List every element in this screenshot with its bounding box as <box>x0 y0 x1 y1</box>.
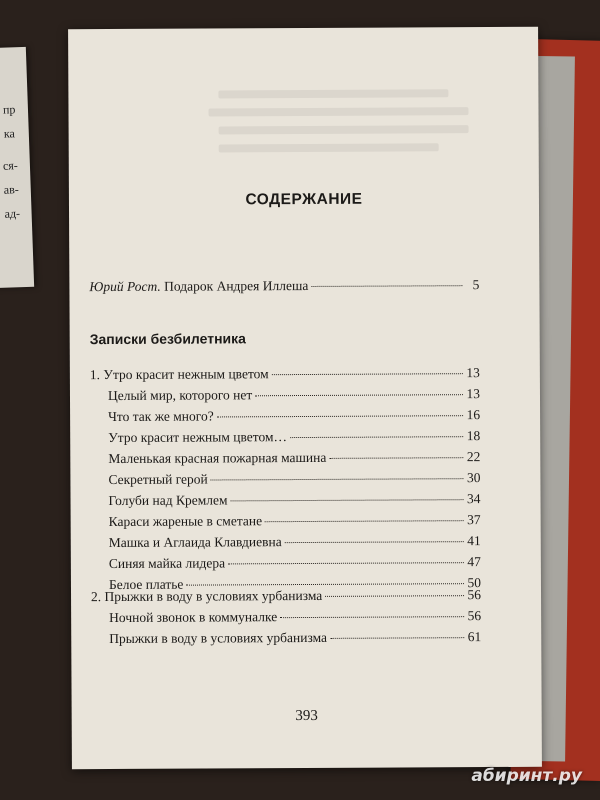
toc-chapter <box>90 365 480 385</box>
leader-dots <box>290 436 463 438</box>
toc-entry-title: Машка и Аглаида Клавдиевна <box>108 534 282 551</box>
toc-entry-title: Синяя майка лидера <box>108 555 226 572</box>
leader-dots <box>330 637 464 639</box>
left-page-fragment: ка <box>3 126 16 141</box>
toc-chapter <box>91 587 481 607</box>
toc-item <box>108 449 480 469</box>
left-page-fragment: пр <box>2 102 16 117</box>
leader-dots <box>280 616 464 618</box>
show-through <box>219 125 469 134</box>
leader-dots <box>255 394 463 396</box>
section-heading: Записки безбилетника <box>89 330 246 348</box>
toc-item <box>109 608 481 628</box>
toc-page-number: 30 <box>466 470 481 486</box>
intro-title: Подарок Андрея Иллеша <box>164 277 309 294</box>
toc-entry-title: Что так же много? <box>108 408 214 425</box>
toc-page-number: 34 <box>466 491 481 507</box>
leader-dots <box>285 541 464 543</box>
toc-item <box>109 629 481 649</box>
toc-entry-title: Секретный герой <box>108 471 208 488</box>
leader-dots <box>231 499 464 501</box>
toc-entry-title: Голуби над Кремлем <box>108 492 228 509</box>
toc-item <box>108 491 480 511</box>
toc-page-number: 16 <box>466 407 481 423</box>
toc-page-number: 13 <box>466 365 480 381</box>
toc-entry-title <box>89 278 308 295</box>
toc-entry-title: Прыжки в воду в условиях урбанизма <box>109 629 328 647</box>
toc-page-number: 13 <box>466 386 481 402</box>
intro-author: Юрий Рост. <box>89 278 161 295</box>
toc-page-number: 5 <box>472 277 480 293</box>
toc-page-number: 47 <box>467 554 481 570</box>
left-page-fragment: ав- <box>3 182 19 197</box>
show-through <box>219 143 439 152</box>
leader-dots <box>325 595 464 597</box>
leader-dots <box>272 373 463 375</box>
leader-dots <box>329 457 463 459</box>
left-page-fragment: ся- <box>2 158 19 173</box>
leader-dots <box>228 562 464 564</box>
leader-dots <box>211 478 464 480</box>
page-title: СОДЕРЖАНИЕ <box>245 190 363 209</box>
toc-entry-title: 1. Утро красит нежным цветом <box>89 366 269 383</box>
left-page-fragment: ад- <box>4 206 21 221</box>
leader-dots <box>311 285 462 287</box>
book-page <box>68 27 542 769</box>
toc-item <box>109 554 481 574</box>
toc-page-number: 22 <box>466 449 481 465</box>
toc-item <box>109 512 481 532</box>
leader-dots <box>217 415 463 417</box>
toc-entry-intro <box>89 277 479 297</box>
toc-item <box>108 407 480 427</box>
toc-item <box>108 428 480 448</box>
toc-entry-title: Маленькая красная пожарная машина <box>108 449 327 467</box>
leader-dots <box>186 583 464 585</box>
toc-page-number: 50 <box>467 575 482 591</box>
toc-entry-title: Утро красит нежным цветом… <box>108 429 288 446</box>
toc-entry-title: Караси жареные в сметане <box>108 513 263 530</box>
toc-page-number: 56 <box>467 587 482 603</box>
toc-page-number: 56 <box>467 608 482 624</box>
toc-entry-title: Целый мир, которого нет <box>107 387 253 404</box>
toc-page-number: 18 <box>466 428 481 444</box>
show-through <box>218 89 448 98</box>
show-through <box>208 107 468 116</box>
toc-entry-title: Белое платье <box>108 576 184 593</box>
page-number: 393 <box>295 707 318 725</box>
toc-entry-title: Ночной звонок в коммуналке <box>109 609 278 626</box>
toc-entry-title: 2. Прыжки в воду в условиях урбанизма <box>90 587 323 605</box>
site-watermark: абиринт.ру <box>471 766 582 786</box>
toc-item <box>108 470 480 490</box>
toc-item <box>109 533 481 553</box>
toc-page-number: 37 <box>467 512 481 528</box>
left-page <box>0 47 34 289</box>
toc-page-number: 61 <box>467 629 482 645</box>
leader-dots <box>265 520 464 522</box>
toc-page-number: 41 <box>467 533 481 549</box>
toc-item <box>108 386 480 406</box>
